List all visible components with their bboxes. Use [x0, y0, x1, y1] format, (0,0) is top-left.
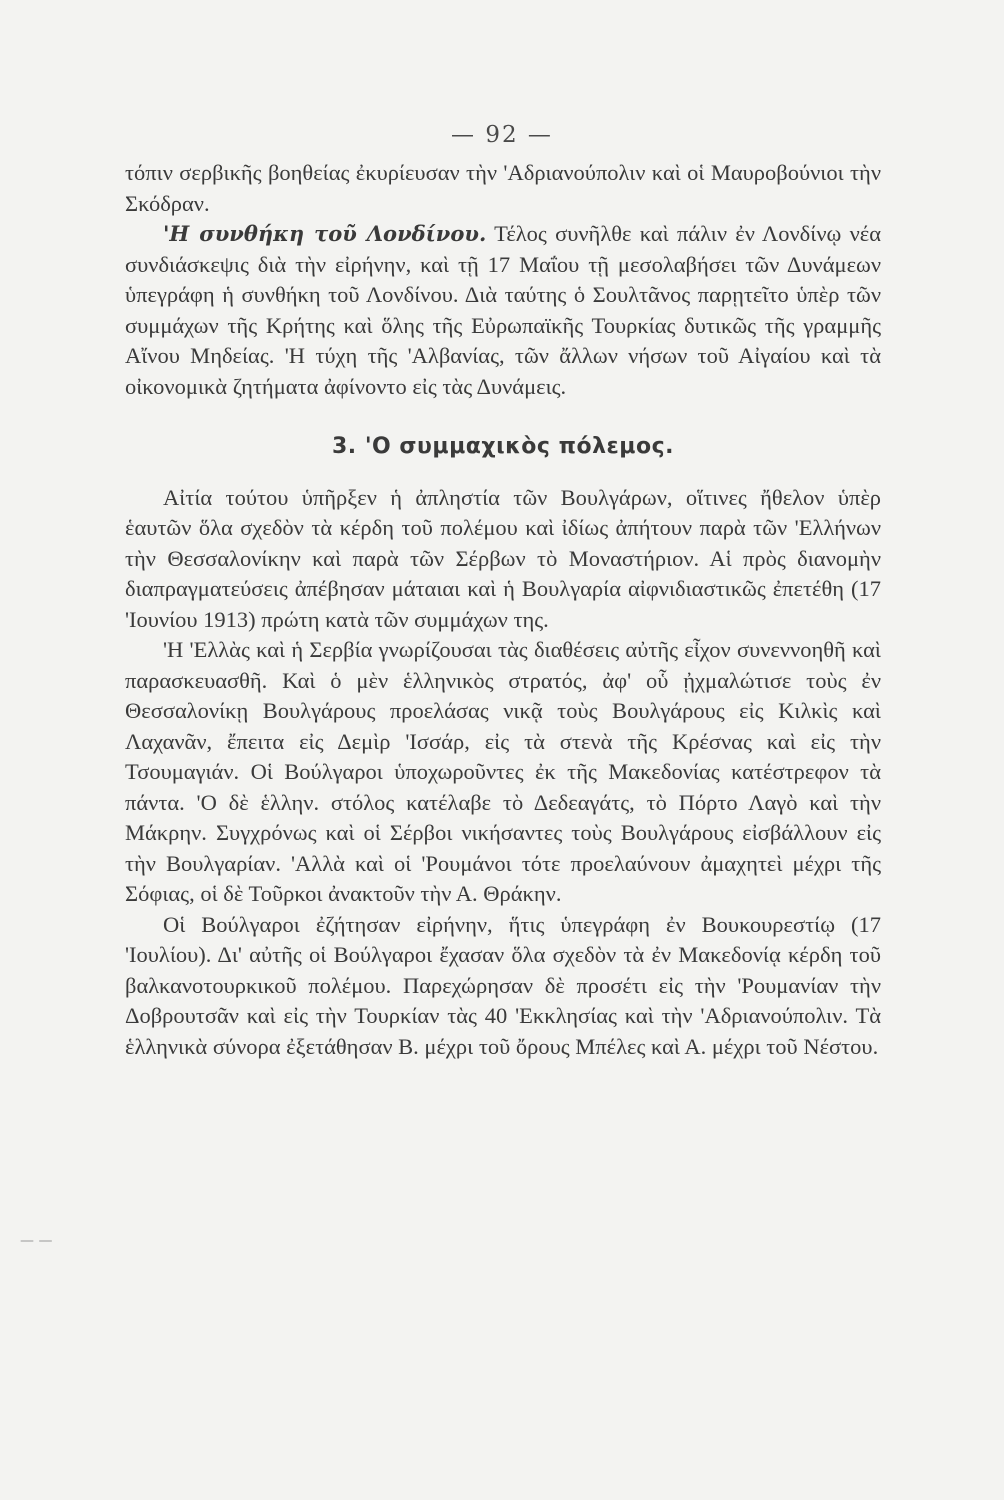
- margin-mark: — —: [20, 1233, 53, 1249]
- paragraph-4: 'Η 'Ελλὰς καὶ ἡ Σερβία γνωρίζουσαι τὰς διαθέσεις αὐτῆς εἶχον συνεννοηθῆ καὶ παρασκευασθῆ. Καὶ ὁ μὲν ἑλληνικὸς στρατός, ἀφ' οὗ ᾐχμαλώτισε τοὺς ἐν Θεσσαλονίκῃ Βουλγάρους προελάσας νικᾷ τοὺς Βουλγάρους εἰς Κιλκὶς καὶ Λαχανᾶν, ἔπειτα εἰς Δεμὶρ 'Ισσάρ, εἰς τὰ στενὰ τῆς Κρέσνας καὶ εἰς τὴν Τσουμαγιάν. Οἱ Βούλγαροι ὑποχωροῦντες ἐκ τῆς Μακεδονίας κατέστρεφον τὰ πάντα. 'Ο δὲ ἑλλην. στόλος κατέλαβε τὸ Δεδεαγάτς, τὸ Πόρτο Λαγὸ καὶ τὴν Μάκρην. Συγχρόνως καὶ οἱ Σέρβοι νικήσαντες τοὺς Βουλγάρους εἰσβάλλουν εἰς τὴν Βουλγαρίαν. 'Αλλὰ καὶ οἱ 'Ρουμάνοι τότε προελαύνουν ἀμαχητεὶ μέχρι τῆς Σόφιας, οἱ δὲ Τοῦρκοι ἀνακτοῦν τὴν Α. Θράκην.: [125, 637, 881, 906]
- page-text: [125, 158, 881, 1062]
- treaty-of-london-heading: 'Η συνθήκη τοῦ Λονδίνου.: [163, 221, 487, 246]
- section-title: 3. 'Ο συμμαχικὸς πόλεμος.: [332, 434, 674, 459]
- paragraph-2-body: Τέλος συνῆλθε καὶ πάλιν ἐν Λονδίνῳ νέα συνδιάσκεψις διὰ τὴν εἰρήνην, καὶ τῇ 17 Μαΐου τῇ μεσολαβήσει τῶν Δυνάμεων ὑπεγράφη ἡ συνθήκη τοῦ Λονδίνου. Διὰ ταύτης ὁ Σουλτᾶνος παρῃτεῖτο ὑπὲρ τῶν συμμάχων τῆς Κρήτης καὶ ὅλης τῆς Εὐρωπαϊκῆς Τουρκίας δυτικῶς τῆς γραμμῆς Αἴνου Μηδείας. 'Η τύχη τῆς 'Αλβανίας, τῶν ἄλλων νήσων τοῦ Αἰγαίου καὶ τὰ οἰκονομικὰ ζητήματα ἀφίνοντο εἰς τὰς Δυνάμεις.: [125, 221, 881, 399]
- paragraph-5: Οἱ Βούλγαροι ἐζήτησαν εἰρήνην, ἥτις ὑπεγράφη ἐν Βουκουρεστίῳ (17 'Ιουλίου). Δι' αὐτῆς οἱ Βούλγαροι ἔχασαν ὅλα σχεδὸν τὰ ἐν Μακεδονίᾳ κέρδη τοῦ βαλκανοτουρκικοῦ πολέμου. Παρεχώρησαν δὲ προσέτι εἰς τὴν 'Ρουμανίαν τὴν Δοβρουτσᾶν καὶ εἰς τὴν Τουρκίαν τὰς 40 'Εκκλησίας καὶ τὴν 'Αδριανούπολιν. Τὰ ἑλληνικὰ σύνορα ἐξετάθησαν Β. μέχρι τοῦ ὄρους Μπέλες καὶ Α. μέχρι τοῦ Νέστου.: [125, 911, 881, 1059]
- paragraph-3: Αἰτία τούτου ὑπῆρξεν ἡ ἀπληστία τῶν Βουλγάρων, οἵτινες ἤθελον ὑπὲρ ἑαυτῶν ὅλα σχεδὸν τὰ κέρδη τοῦ πολέμου καὶ ἰδίως ἀπήτουν παρὰ τῶν 'Ελλήνων τὴν Θεσσαλονίκην καὶ παρὰ τῶν Σέρβων τὸ Μοναστήριον. Αἱ πρὸς διανομὴν διαπραγματεύσεις ἀπέβησαν μάταιαι καὶ ἡ Βουλγαρία αἰφνιδιαστικῶς ἐπετέθη (17 'Ιουνίου 1913) πρώτη κατὰ τῶν συμμάχων της.: [125, 484, 881, 632]
- page-number: — 92 —: [451, 122, 553, 148]
- paragraph-1: τόπιν σερβικῆς βοηθείας ἐκυρίευσαν τὴν 'Αδριανούπολιν καὶ οἱ Μαυροβούνιοι τὴν Σκόδραν.: [125, 160, 881, 216]
- paragraph-2: [125, 219, 881, 402]
